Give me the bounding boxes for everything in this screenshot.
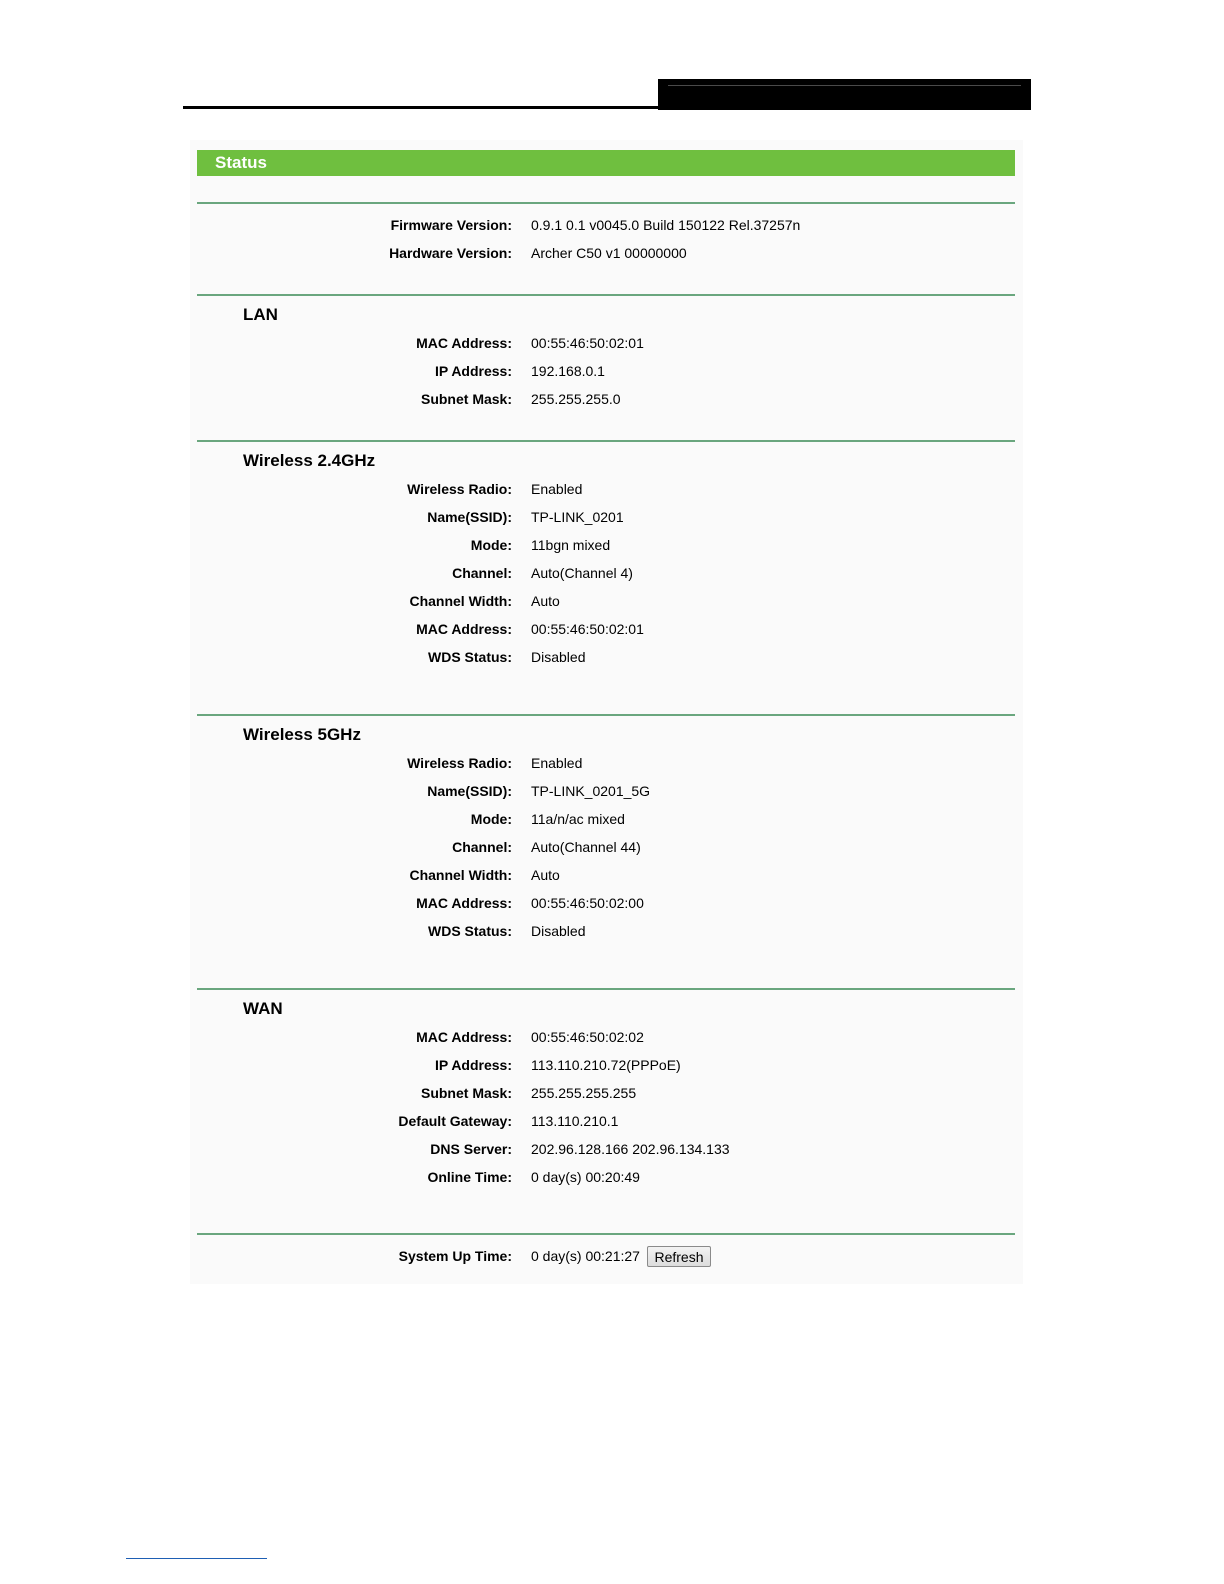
section-divider <box>197 202 1015 204</box>
field-value: 113.110.210.72(PPPoE) <box>531 1057 681 1073</box>
wireless-5-row <box>197 865 1015 885</box>
wireless-5-row <box>197 837 1015 857</box>
section-divider <box>197 988 1015 990</box>
field-value: Disabled <box>531 649 586 665</box>
field-value: 11bgn mixed <box>531 537 611 553</box>
field-value: 202.96.128.166 202.96.134.133 <box>531 1141 730 1157</box>
field-value: 255.255.255.0 <box>531 391 621 407</box>
section-title-lan: LAN <box>243 305 278 324</box>
section-title-wireless-5: Wireless 5GHz <box>243 725 361 744</box>
wireless-24-row <box>197 619 1015 639</box>
field-value: Auto <box>531 593 560 609</box>
wireless-24-row <box>197 591 1015 611</box>
system-uptime-row <box>197 1246 1015 1266</box>
field-label: Name(SSID): <box>427 783 512 799</box>
field-label: Channel Width: <box>409 593 512 609</box>
field-value: 255.255.255.255 <box>531 1085 637 1101</box>
field-label: Subnet Mask: <box>420 1085 512 1101</box>
field-value: Disabled <box>531 923 586 939</box>
field-label: Wireless Radio: <box>407 755 512 771</box>
field-value: 00:55:46:50:02:00 <box>531 895 644 911</box>
wan-row <box>197 1027 1015 1047</box>
field-value: Auto(Channel 4) <box>531 565 633 581</box>
section-divider <box>197 294 1015 296</box>
field-value: 0.9.1 0.1 v0045.0 Build 150122 Rel.37257n <box>531 217 801 233</box>
field-value: TP-LINK_0201_5G <box>531 783 651 799</box>
field-value: Archer C50 v1 00000000 <box>531 245 687 261</box>
field-label: Online Time: <box>427 1169 512 1185</box>
field-label: IP Address: <box>434 363 512 379</box>
field-label: MAC Address: <box>416 621 512 637</box>
field-label: Wireless Radio: <box>407 481 512 497</box>
field-label: MAC Address: <box>416 895 512 911</box>
wan-row <box>197 1055 1015 1075</box>
field-label: Subnet Mask: <box>420 391 512 407</box>
wireless-24-row <box>197 479 1015 499</box>
footnote-rule <box>126 1558 267 1559</box>
field-label: WDS Status: <box>428 649 512 665</box>
field-label: Firmware Version: <box>390 217 512 233</box>
field-label: IP Address: <box>434 1057 512 1073</box>
field-value: Enabled <box>531 481 583 497</box>
field-label: System Up Time: <box>398 1248 512 1264</box>
field-label: MAC Address: <box>416 1029 512 1045</box>
field-value: 0 day(s) 00:20:49 <box>531 1169 640 1185</box>
field-label: Channel: <box>452 839 512 855</box>
field-value: TP-LINK_0201 <box>531 509 624 525</box>
field-label: DNS Server: <box>430 1141 512 1157</box>
wan-row <box>197 1083 1015 1103</box>
wan-row <box>197 1111 1015 1131</box>
field-label: Default Gateway: <box>398 1113 512 1129</box>
field-label: MAC Address: <box>416 335 512 351</box>
document-header-rule <box>183 106 1031 109</box>
section-title-wan: WAN <box>243 999 283 1018</box>
lan-row <box>197 361 1015 381</box>
wireless-5-row <box>197 809 1015 829</box>
field-label: WDS Status: <box>428 923 512 939</box>
wireless-5-row <box>197 921 1015 941</box>
field-label: Hardware Version: <box>389 245 512 261</box>
field-value: 192.168.0.1 <box>531 363 605 379</box>
lan-row <box>197 333 1015 353</box>
wan-row <box>197 1167 1015 1187</box>
field-value: 00:55:46:50:02:01 <box>531 335 644 351</box>
hardware-version-row <box>197 243 1015 263</box>
field-label: Channel Width: <box>409 867 512 883</box>
wan-row <box>197 1139 1015 1159</box>
section-divider <box>197 440 1015 442</box>
field-label: Name(SSID): <box>427 509 512 525</box>
firmware-version-row <box>197 215 1015 235</box>
refresh-button[interactable]: Refresh <box>647 1246 711 1267</box>
field-value: 0 day(s) 00:21:27 <box>531 1248 640 1264</box>
field-label: Mode: <box>470 537 512 553</box>
field-label: Mode: <box>470 811 512 827</box>
wireless-24-row <box>197 507 1015 527</box>
field-value: 11a/n/ac mixed <box>531 811 625 827</box>
wireless-24-row <box>197 563 1015 583</box>
wireless-5-row <box>197 753 1015 773</box>
field-value: 113.110.210.1 <box>531 1113 619 1129</box>
section-divider <box>197 714 1015 716</box>
wireless-24-row <box>197 535 1015 555</box>
field-value: 00:55:46:50:02:01 <box>531 621 644 637</box>
field-value: Auto(Channel 44) <box>531 839 641 855</box>
page-title: Status <box>197 150 1015 176</box>
lan-row <box>197 389 1015 409</box>
field-label: Channel: <box>452 565 512 581</box>
section-title-wireless-24: Wireless 2.4GHz <box>243 451 376 470</box>
wireless-5-row <box>197 781 1015 801</box>
field-value: Auto <box>531 867 560 883</box>
wireless-5-row <box>197 893 1015 913</box>
field-value: Enabled <box>531 755 583 771</box>
field-value: 00:55:46:50:02:02 <box>531 1029 644 1045</box>
wireless-24-row <box>197 647 1015 667</box>
section-divider <box>197 1233 1015 1235</box>
